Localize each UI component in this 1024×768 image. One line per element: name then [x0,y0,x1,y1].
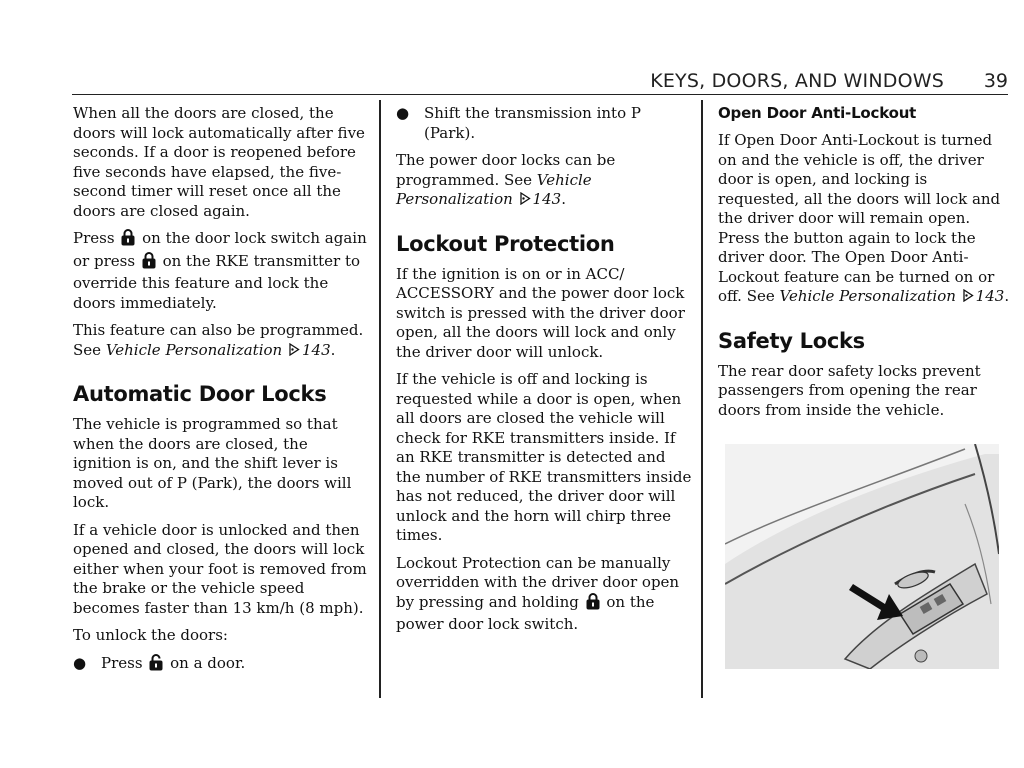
bullet-dot: ● [73,653,87,672]
paragraph: The rear door safety locks prevent passengers from opening the rear doors from inside the vehicle. [718,361,981,419]
page-reference-icon [520,191,531,211]
text: This feature can also be programmed. See [73,321,364,359]
column-divider [379,100,381,698]
paragraph: If the vehicle is off and locking is requested while a door is open, when all doors are closed the vehicle will check for RKE transmitters inside. If an RKE transmitter is detected and the number of RKE transmitters inside has not reduced, the driver door will unlock and the horn will chirp three times. [396,370,692,544]
paragraph: If the ignition is on or in ACC/ ACCESSORY and the power door lock switch is pressed with the driver door open, all the doors will lock and only the driver door will unlock. [396,264,685,361]
paragraph-manual-override [396,554,692,635]
paragraph: To unlock the doors: [73,626,228,644]
cross-reference-link[interactable]: Vehicle Personalization [779,287,956,305]
bullet-dot: ● [396,104,410,122]
heading-safety-locks: Safety Locks [718,328,865,353]
paragraph: If a vehicle door is unlocked and then opened and closed, the doors will lock either when your foot is removed from the brake or the vehicle speed becomes faster than 13 km/h (8 mph). [73,520,367,617]
text: The power door locks can be programmed. See [396,151,616,189]
cross-reference-link[interactable]: Vehicle Personalization [396,170,592,208]
page-ref-number[interactable]: 143 [532,190,562,208]
paragraph: When all the doors are closed, the doors will lock automatically after five seconds. If a door is reopened before five seconds have elapsed, the five-second timer will reset once all the doors are closed again. [73,104,365,220]
paragraph-reference: If Open Door Anti-Lockout is turned on and the vehicle is off, the driver door is open, and locking is requested, all the doors will lock and the driver door will remain open. Press the button again to lock the driver door. The Open Door Anti-Lockout feature can be turned on or off. See Vehicle Personalization 143. [718,131,1010,308]
lock-closed-icon [142,252,156,275]
page-header [72,68,1008,95]
text: If Open Door Anti-Lockout is turned on and the vehicle is off, the driver door is open, and locking is requested, all the doors will lock and the driver door will remain open. Press the button again to lock the driver door. The Open Door Anti-Lockout feature can be turned on or off. See [718,131,1001,305]
door-panel-drawing [725,444,999,669]
section-title: KEYS, DOORS, AND WINDOWS [650,70,944,92]
heading-lockout-protection: Lockout Protection [396,231,615,256]
text: Press [73,229,115,247]
page-ref-number[interactable]: 143 [975,287,1005,305]
text: Lockout Protection can be manually overridden with the driver door open by pressing and holding [396,553,680,611]
text: on a door. [170,653,246,672]
lock-closed-icon [586,593,600,616]
subheading-open-door-anti-lockout: Open Door Anti-Lockout [718,104,917,122]
text: on the power door lock switch. [396,592,655,633]
heading-automatic-door-locks: Automatic Door Locks [73,382,327,406]
paragraph-reference: The power door locks can be programmed. See Vehicle Personalization 143. [396,151,692,211]
column-left [73,104,369,684]
lock-open-icon [149,654,163,677]
page-ref-number[interactable]: 143 [301,340,331,359]
paragraph: The vehicle is programmed so that when the doors are closed, the ignition is on, and the shift lever is moved out of P (Park), the doors will lock. [73,415,352,511]
cross-reference-link[interactable]: Vehicle Personalization [105,340,283,359]
lock-closed-icon [121,229,135,252]
column-middle [396,104,692,643]
list-item-text [101,654,245,677]
text: on the RKE transmitter to override this feature and lock the doors immediately. [73,251,361,312]
list-item-text: Shift the transmission into P (Park). [424,104,641,142]
text: on the door lock switch again or press [73,229,367,270]
page-reference-icon [289,342,300,362]
paragraph-reference: This feature can also be programmed. See Vehicle Personalization 143. [73,321,369,361]
paragraph-lock-override [73,229,369,313]
page-reference-icon [963,288,974,308]
list-item [396,104,692,143]
door-lock-switch-illustration [725,444,999,669]
text: Press [101,653,143,672]
page-number: 39 [983,70,1008,92]
column-divider [701,100,703,698]
column-right [718,104,1010,428]
list-item [73,654,369,677]
